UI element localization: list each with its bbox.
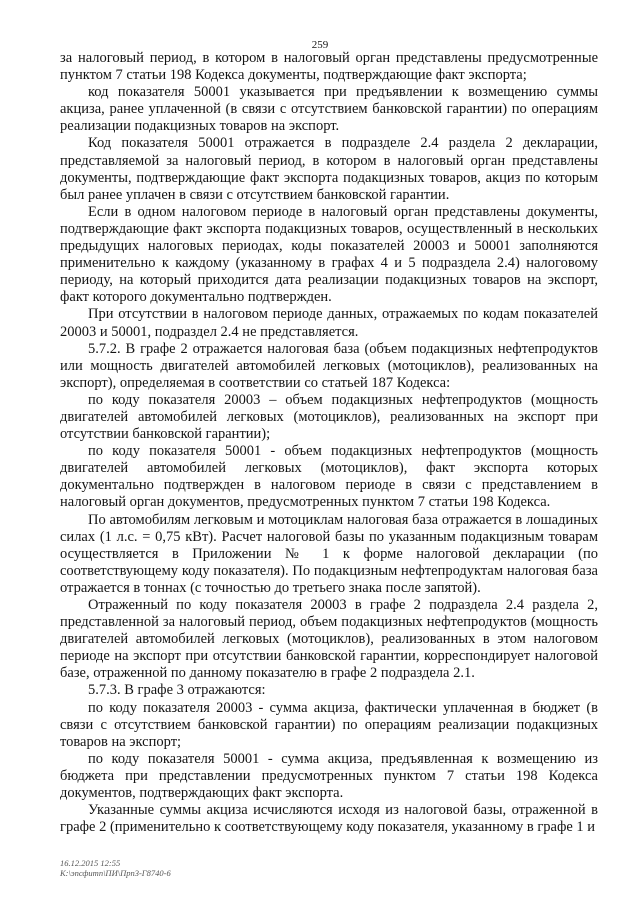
paragraph: по коду показателя 20003 – объем подакцизных нефтепродуктов (мощность двигателей автомобилей легковых (мотоциклов), реализованных на экспорт при отсутствии банковской гарантии); xyxy=(60,391,598,443)
page-number: 259 xyxy=(311,39,329,51)
paragraph: По автомобилям легковым и мотоциклам налоговая база отражается в лошадиных силах (1 л.с. = 0,75 кВт). Расчет налоговой базы по указанным подакцизным товарам осуществляется в Приложении № 1 к форме налоговой декларации (по соответствующему коду показателя). По подакцизным нефтепродуктам налоговая база отражается в тоннах (с точностью до третьего знака после запятой). xyxy=(60,511,598,596)
paragraph: Указанные суммы акциза исчисляются исходя из налоговой базы, отраженной в графе 2 (применительно к соответствующему коду показателя, указанному в графе 1 и xyxy=(60,802,598,836)
paragraph: по коду показателя 20003 - сумма акциза, фактически уплаченная в бюджет (в связи с отсутствием банковской гарантии) по операциям реализации подакцизных товаров на экспорт; xyxy=(60,699,598,750)
section-paragraph-5-7-2: 5.7.2. В графе 2 отражается налоговая база (объем подакцизных нефтепродуктов или мощность двигателей автомобилей легковых (мотоциклов), реализованных на экспорт), определяемая в соответствии со статьей 187 Кодекса: xyxy=(60,340,598,391)
paragraph: по коду показателя 50001 - объем подакцизных нефтепродуктов (мощность двигателей автомобилей легковых (мотоциклов), факт экспорта которых документально подтвержден в налоговом периоде в связи с представлением в налоговый орган документов, предусмотренных пунктом 7 статьи 198 Кодекса. xyxy=(60,443,598,511)
footer-file-path: К:\эпсфитп\ПИ\Прп3-Г8740-6 xyxy=(60,868,171,878)
document-body xyxy=(60,50,598,836)
paragraph: по коду показателя 50001 - сумма акциза, предъявленная к возмещению из бюджета при представлении предусмотренных пунктом 7 статьи 198 Кодекса документов, подтверждающих факт экспорта. xyxy=(60,750,598,802)
paragraph: Если в одном налоговом периоде в налоговый орган представлены документы, подтверждающие факт экспорта подакцизных товаров, осуществленный в нескольких предыдущих налоговых периодах, коды показателей 20003 и 50001 заполняются применительно к каждому (указанному в графах 4 и 5 подраздела 2.4) налоговому периоду, на который приходится дата реализации подакцизных товаров на экспорт, факт которого документально подтвержден. xyxy=(60,203,598,306)
paragraph: Код показателя 50001 отражается в подразделе 2.4 раздела 2 декларации, представляемой за налоговый период, в котором в налоговый орган представлены документы, подтверждающие факт экспорта подакцизных товаров, акциз по которым был ранее уплачен в связи с отсутствием банковской гарантии. xyxy=(60,135,598,203)
paragraph: код показателя 50001 указывается при предъявлении к возмещению суммы акциза, ранее уплаченной (в связи с отсутствием банковской гарантии) по операциям реализации подакцизных товаров на экспорт. xyxy=(60,84,598,135)
paragraph: Отраженный по коду показателя 20003 в графе 2 подраздела 2.4 раздела 2, представленной за налоговый период, объем подакцизных нефтепродуктов (мощность двигателей автомобилей легковых (мотоциклов), реализованных в этом налоговом периоде на экспорт при отсутствии банковской гарантии, корреспондирует налоговой базе, отраженной по данному показателю в графе 2 подраздела 2.1. xyxy=(60,597,598,682)
footer-timestamp: 16.12.2015 12:55 xyxy=(60,858,121,868)
paragraph: за налоговый период, в котором в налоговый орган представлены предусмотренные пунктом 7 статьи 198 Кодекса документы, подтверждающие факт экспорта; xyxy=(60,50,598,84)
section-paragraph-5-7-3: 5.7.3. В графе 3 отражаются: xyxy=(88,682,266,699)
paragraph: При отсутствии в налоговом периоде данных, отражаемых по кодам показателей 20003 и 50001, подраздел 2.4 не представляется. xyxy=(60,306,598,340)
footer-stamp xyxy=(60,858,171,878)
